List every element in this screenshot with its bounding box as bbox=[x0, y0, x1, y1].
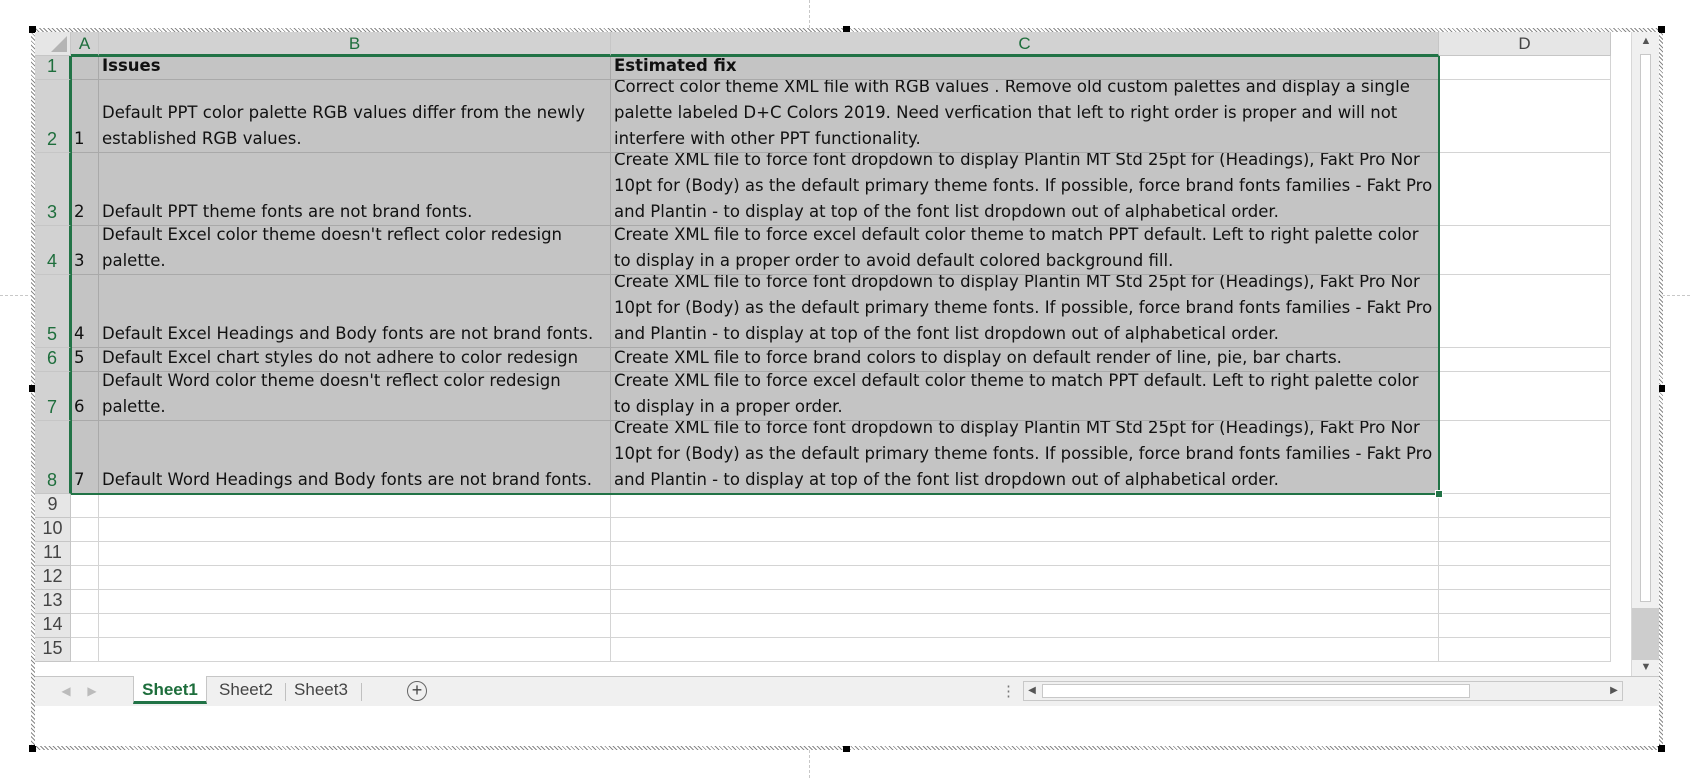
vertical-scrollbar[interactable] bbox=[1631, 32, 1659, 676]
scroll-right-icon[interactable]: ▶ bbox=[1610, 685, 1618, 696]
cell-d[interactable] bbox=[1439, 226, 1611, 275]
row-header[interactable]: 7 bbox=[35, 372, 71, 421]
cell-text: Default PPT color palette RGB values differ from the newly established RGB values. bbox=[102, 103, 586, 148]
cell-d[interactable] bbox=[1439, 153, 1611, 226]
table-row bbox=[71, 542, 1631, 566]
vertical-scroll-thumb[interactable] bbox=[1640, 54, 1651, 602]
cell-text: 6 bbox=[74, 397, 85, 416]
sheet-tab-bar bbox=[35, 676, 1659, 706]
cell-text: 3 bbox=[74, 251, 85, 270]
table-row bbox=[71, 372, 1631, 421]
cell-c[interactable] bbox=[611, 372, 1439, 421]
cell-d[interactable] bbox=[1439, 638, 1611, 662]
cell-a[interactable] bbox=[71, 226, 99, 275]
cell-c[interactable] bbox=[611, 542, 1439, 566]
cell-b[interactable] bbox=[99, 348, 611, 372]
cell-a[interactable] bbox=[71, 638, 99, 662]
cell-c[interactable] bbox=[611, 153, 1439, 226]
vertical-scroll-track bbox=[1632, 608, 1659, 660]
cell-text: Default Excel color theme doesn't reflect color redesign palette. bbox=[102, 226, 563, 270]
table-row bbox=[71, 80, 1631, 153]
cell-a[interactable] bbox=[71, 614, 99, 638]
cell-c[interactable] bbox=[611, 494, 1439, 518]
scroll-left-icon[interactable]: ◀ bbox=[1028, 685, 1036, 696]
row-header[interactable]: 6 bbox=[35, 348, 71, 372]
row-header[interactable]: 11 bbox=[35, 542, 71, 566]
cell-c[interactable] bbox=[611, 80, 1439, 153]
cell-text: Issues bbox=[102, 56, 161, 75]
cell-c[interactable] bbox=[611, 614, 1439, 638]
cell-d[interactable] bbox=[1439, 56, 1611, 80]
cell-text: Default Word Headings and Body fonts are not brand fonts. bbox=[102, 470, 592, 489]
row-header[interactable]: 5 bbox=[35, 275, 71, 348]
table-row bbox=[71, 421, 1631, 494]
cell-a[interactable] bbox=[71, 348, 99, 372]
cell-b[interactable] bbox=[99, 566, 611, 590]
cell-text: Estimated fix bbox=[614, 56, 737, 75]
cell-d[interactable] bbox=[1439, 421, 1611, 494]
fill-handle[interactable] bbox=[1435, 490, 1443, 498]
table-row bbox=[71, 638, 1631, 662]
cell-b[interactable] bbox=[99, 542, 611, 566]
cell-text: Correct color theme XML file with RGB values . Remove old custom palettes and display a single palette labeled D+C Colors 2019. Need verfication that left to right order is proper and will not interfere with other PPT functionality. bbox=[614, 80, 1410, 148]
cell-a[interactable] bbox=[71, 518, 99, 542]
cell-text: 1 bbox=[74, 129, 85, 148]
table-row bbox=[71, 348, 1631, 372]
cell-b[interactable] bbox=[99, 372, 611, 421]
cell-d[interactable] bbox=[1439, 614, 1611, 638]
table-row bbox=[71, 590, 1631, 614]
cell-c[interactable] bbox=[611, 421, 1439, 494]
row-header[interactable]: 2 bbox=[35, 80, 71, 153]
cell-a[interactable] bbox=[71, 542, 99, 566]
cell-c[interactable] bbox=[611, 226, 1439, 275]
column-header-c[interactable]: C bbox=[611, 32, 1439, 56]
row-header[interactable]: 8 bbox=[35, 421, 71, 494]
tab-separator bbox=[361, 683, 362, 701]
cell-d[interactable] bbox=[1439, 542, 1611, 566]
row-header[interactable]: 14 bbox=[35, 614, 71, 638]
cell-b[interactable] bbox=[99, 421, 611, 494]
cell-b[interactable] bbox=[99, 226, 611, 275]
cell-a[interactable] bbox=[71, 421, 99, 494]
row-header[interactable]: 15 bbox=[35, 638, 71, 662]
cell-a[interactable] bbox=[71, 153, 99, 226]
row-header[interactable]: 3 bbox=[35, 153, 71, 226]
cell-text: Create XML file to force font dropdown to display Plantin MT Std 25pt for (Headings), Fakt Pro Nor 10pt for (Body) as the default primary theme fonts. If possible, force brand fonts families - Fakt Pro and Plantin - to display at top of the font list dropdown out of alphabetical order. bbox=[614, 421, 1433, 489]
cell-a[interactable] bbox=[71, 56, 99, 80]
column-header-d[interactable]: D bbox=[1439, 32, 1611, 56]
cell-text: 7 bbox=[74, 470, 85, 489]
cell-text: Create XML file to force excel default color theme to match PPT default. Left to right palette color to display in a proper order to avoid default colored background fill. bbox=[614, 226, 1419, 270]
cell-b[interactable] bbox=[99, 494, 611, 518]
select-all-corner[interactable] bbox=[35, 32, 71, 56]
split-handle-icon[interactable]: ⋮ bbox=[1001, 683, 1016, 700]
cell-text: 2 bbox=[74, 202, 85, 221]
cell-c[interactable] bbox=[611, 638, 1439, 662]
row-header[interactable]: 10 bbox=[35, 518, 71, 542]
scroll-up-icon[interactable]: ▲ bbox=[1640, 35, 1652, 47]
cell-text: 5 bbox=[74, 348, 85, 367]
row-header[interactable]: 9 bbox=[35, 494, 71, 518]
table-row bbox=[71, 226, 1631, 275]
table-row bbox=[71, 275, 1631, 348]
embedded-spreadsheet-frame[interactable] bbox=[31, 28, 1663, 750]
cell-c[interactable] bbox=[611, 518, 1439, 542]
cell-b[interactable] bbox=[99, 80, 611, 153]
tab-scroll-right-icon[interactable]: ▶ bbox=[87, 684, 97, 698]
cell-text: Create XML file to force font dropdown to display Plantin MT Std 25pt for (Headings), Fakt Pro Nor 10pt for (Body) as the default primary theme fonts. If possible, force brand fonts families - Fakt Pro and Plantin - to display at top of the font list dropdown out of alphabetical order. bbox=[614, 153, 1433, 221]
cell-c[interactable] bbox=[611, 566, 1439, 590]
resize-handle-right[interactable] bbox=[1658, 385, 1665, 392]
cell-d[interactable] bbox=[1439, 372, 1611, 421]
table-row bbox=[71, 153, 1631, 226]
column-header-a[interactable]: A bbox=[71, 32, 99, 56]
cell-d[interactable] bbox=[1439, 80, 1611, 153]
horizontal-scrollbar[interactable] bbox=[1023, 681, 1623, 701]
cell-a[interactable] bbox=[71, 372, 99, 421]
cell-grid bbox=[71, 56, 1631, 676]
horizontal-scroll-thumb[interactable] bbox=[1042, 684, 1470, 698]
cell-text: Default Word color theme doesn't reflect color redesign palette. bbox=[102, 372, 561, 416]
sheet-tab-sheet2[interactable]: Sheet2 bbox=[219, 680, 273, 699]
cell-c[interactable] bbox=[611, 275, 1439, 348]
row-header[interactable]: 12 bbox=[35, 566, 71, 590]
cell-text: Create XML file to force font dropdown to display Plantin MT Std 25pt for (Headings), Fakt Pro Nor 10pt for (Body) as the default primary theme fonts. If possible, force brand fonts families - Fakt Pro and Plantin - to display at top of the font list dropdown out of alphabetical order. bbox=[614, 275, 1433, 343]
cell-d[interactable] bbox=[1439, 348, 1611, 372]
cell-a[interactable] bbox=[71, 590, 99, 614]
cell-text: Create XML file to force excel default color theme to match PPT default. Left to right palette color to display in a proper order. bbox=[614, 372, 1419, 416]
row-header[interactable]: 4 bbox=[35, 226, 71, 275]
cell-text: Default PPT theme fonts are not brand fonts. bbox=[102, 202, 473, 221]
column-header-b[interactable]: B bbox=[99, 32, 611, 56]
cell-d[interactable] bbox=[1439, 590, 1611, 614]
cell-d[interactable] bbox=[1439, 566, 1611, 590]
cell-b[interactable] bbox=[99, 614, 611, 638]
cell-a[interactable] bbox=[71, 566, 99, 590]
cell-d[interactable] bbox=[1439, 275, 1611, 348]
table-row bbox=[71, 614, 1631, 638]
cell-a[interactable] bbox=[71, 275, 99, 348]
cell-a[interactable] bbox=[71, 80, 99, 153]
tab-scroll-left-icon[interactable]: ◀ bbox=[61, 684, 71, 698]
cell-text: Default Excel Headings and Body fonts are not brand fonts. bbox=[102, 324, 594, 343]
cell-text: 4 bbox=[74, 324, 85, 343]
cell-c[interactable] bbox=[611, 56, 1439, 80]
add-sheet-button[interactable]: + bbox=[407, 681, 427, 701]
cell-c[interactable] bbox=[611, 348, 1439, 372]
cell-a[interactable] bbox=[71, 494, 99, 518]
cell-text: Default Excel chart styles do not adhere to color redesign bbox=[102, 348, 579, 367]
cell-b[interactable] bbox=[99, 590, 611, 614]
scroll-down-icon[interactable]: ▼ bbox=[1640, 661, 1652, 673]
cell-c[interactable] bbox=[611, 590, 1439, 614]
resize-handle-bottom-right[interactable] bbox=[1658, 745, 1665, 752]
table-row bbox=[71, 56, 1631, 80]
table-row bbox=[71, 518, 1631, 542]
sheet-tab-sheet3[interactable]: Sheet3 bbox=[294, 680, 348, 699]
resize-handle-top-right[interactable] bbox=[1658, 26, 1665, 33]
cell-b[interactable] bbox=[99, 275, 611, 348]
row-header[interactable]: 1 bbox=[35, 56, 71, 80]
sheet-tab-sheet1[interactable]: Sheet1 bbox=[133, 676, 207, 704]
cell-b[interactable] bbox=[99, 153, 611, 226]
cell-d[interactable] bbox=[1439, 518, 1611, 542]
row-header[interactable]: 13 bbox=[35, 590, 71, 614]
table-row bbox=[71, 494, 1631, 518]
cell-d[interactable] bbox=[1439, 494, 1611, 518]
cell-b[interactable] bbox=[99, 638, 611, 662]
table-row bbox=[71, 566, 1631, 590]
cell-text: Create XML file to force brand colors to display on default render of line, pie, bar charts. bbox=[614, 348, 1342, 367]
cell-b[interactable] bbox=[99, 56, 611, 80]
cell-b[interactable] bbox=[99, 518, 611, 542]
resize-handle-bottom[interactable] bbox=[843, 745, 850, 752]
spreadsheet bbox=[35, 32, 1659, 746]
resize-handle-bottom-left[interactable] bbox=[29, 745, 36, 752]
